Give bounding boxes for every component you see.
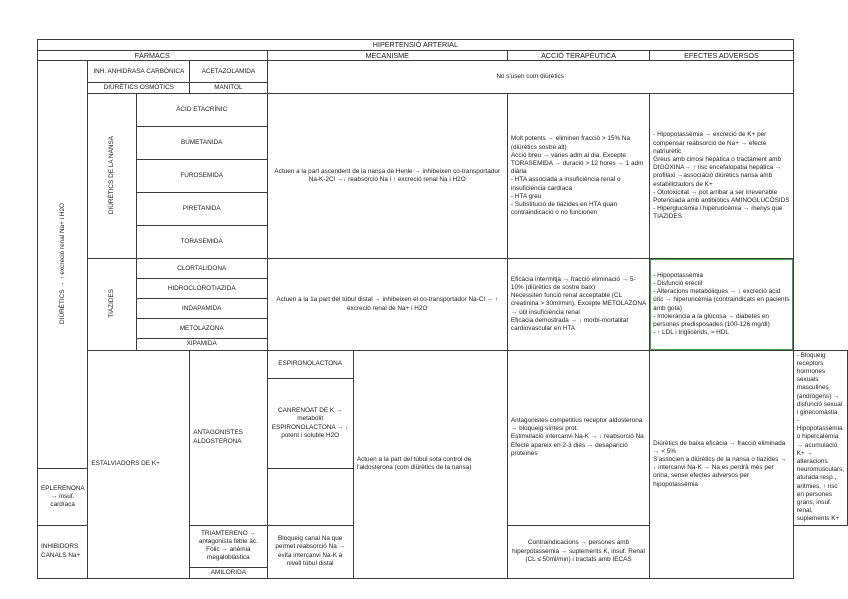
drug-acid-etacrinic: ÀCID ETACRÍNIC	[136, 94, 267, 127]
header-mecanisme: MECANISME	[267, 51, 507, 61]
antagonistes-aldosterona-label: ANTAGONISTES ALDOSTERONA	[190, 350, 267, 525]
drug-metolazona: METOLAZONA	[136, 319, 267, 339]
nansa-mecanisme: Actuen a la part ascendent de la nansa de Henle → inhibeixen co-transportador Na-K-2Cl →↓ reabsorció Na i ↑ excreció renal Na i H2O	[267, 94, 507, 259]
no-diuretics-note: No s'usen com diürètics	[267, 61, 793, 94]
estalviadors-mecanisme-general: Actuen a la part del túbul sota control de l'aldosterona (com diürètics de la nansa)	[353, 350, 507, 578]
nansa-efectes: - Hipopotassèmia → excreció de K+ per compensar reabsorció de Na+ → efecte natriurètic Greus amb cirrosi hepàtica o tractament amb DIGOXINA→ ↑ risc encefalopatia hepàtica → profilaxi →associació diürètics nansa amb estabilitzadors de K+ - Ototoxicitat → pot arribar a ser irreversible Potenciada amb antibiòtics AMINOGLUCÒSIDS - Hiperglucèmia i hiperuricèmia → menys que TIAZIDES	[650, 94, 794, 259]
category-osmotics: DIÜRÈTICS OSMÒTICS	[88, 83, 190, 94]
drug-hidroclorotiazida: HIDROCLOROTIAZIDA	[136, 279, 267, 299]
inhibidors-mecanisme: Bloqueig canal Na que permet reabsorció Na → evita intercanvi Na-K a nivell túbul distal	[267, 525, 353, 578]
drug-manitol: MANITOL	[190, 83, 267, 94]
drug-bumetanida: BUMETANIDA	[136, 127, 267, 160]
drug-clortalidona: CLORTALIDONA	[136, 259, 267, 279]
drug-furosemida: FUROSEMIDA	[136, 160, 267, 193]
drug-amilorida: AMILORIDA	[190, 567, 267, 578]
category-estalviadors: ESTALVIADORS DE K+	[88, 350, 190, 578]
category-nansa: DIÜRÈTICS DE LA NANSA	[88, 94, 137, 259]
tiazides-accio: Eficàcia intermitja → fracció eliminació → 5-10% (diürètics de sostre baix) Necessiten funció renal acceptable (CL creatinina > 30ml/min). Excepte METOLAZONA → útil insuficiència renal Eficàcia demostrada → ↓ morbi-mortalitat cardiovascular en HTA	[507, 259, 649, 350]
hypertension-table	[37, 39, 848, 579]
diuretics-group-label: DIÜRÈTICS → ↑ excreció renal Na+ i H2O	[38, 61, 88, 469]
header-efectes: EFECTES ADVERSOS	[650, 51, 794, 61]
antagonistes-mecanisme: Antagonistes competitius receptor aldosterona → bloqueig síntesi prot. Estimulació intercanvi Na-K → ↓ reabsorció Na Efecte apareix en 2-3 dies → desaparició proteïnes	[507, 350, 649, 525]
drug-triamtereno: TRIAMTERENO → antagonista feble àc. Fòlic → anèmia megaloblàstica	[190, 525, 267, 567]
nansa-accio: Molt potents → eliminen fracció > 15% Na (diürètics sostre alt) Acció breu → varies adm al dia. Excepte TORASEMIDA → duració > 12 hores → 1 adm diària - HTA associada a insuficiència renal o insuficiència cardíaca - HTA greu - Substitució de tiazides en HTA quan contraindicació o no funcionen	[507, 94, 649, 259]
header-farmacs: FÀRMACS	[38, 51, 268, 61]
drug-piretanida: PIRETANIDA	[136, 193, 267, 226]
drug-espironolactona: ESPIRONOLACTONA	[267, 350, 353, 379]
estalviadors-accio: Diürètics de baixa eficàcia → fracció eliminada → < 5% S'associen a diürètics de la nansa o tiazides → ↓ intercanvi Na-K → Na es perdrà més per orina, sense efectes adversos per hipopotassèmia	[650, 350, 794, 578]
table-title: HIPERTENSIÓ ARTERIAL	[38, 40, 794, 51]
inhibidors-canals-label: INHIBIDORS CANALS Na+	[38, 525, 88, 578]
drug-eplerenona: EPLERENONA → insuf. cardíaca	[38, 469, 88, 525]
drug-indapamida: INDAPAMIDA	[136, 299, 267, 319]
tiazides-efectes: - Hipopotassèmia - Disfunció erèctil - Alteracions metabòliques → ↓ excreció àcid úric → hiperuricèmia (contraindicats en pacients amb gota) - Intolerància a la glucosa → diabetes en persones predisposades (100-126 mg/dl) - ↑ LDL i triglicèrids, ≈ HDL	[650, 259, 794, 350]
tiazides-mecanisme: Actuen a la 1a part del túbul distal → inhibeixen el co-transportador Na-Cl → ↑ excreció renal de Na+ i H2O	[267, 259, 507, 350]
drug-xipamida: XIPAMIDA	[136, 339, 267, 350]
drug-torasemida: TORASEMIDA	[136, 226, 267, 259]
category-tiazides: TIAZIDES	[88, 259, 137, 350]
category-anhidrasa: INH. ANHIDRASA CARBÒNICA	[88, 61, 190, 83]
estalviadors-efectes: - Bloqueig receptors hormones sexuals masculines (andrògens) → disfunció sexual i ginecomàstia - Hipopotassèmia o hipercalèmia → acumulació K+ → alteracions neuromusculars, aturada resp., aritmies. ↑ risc en persones grans, insuf. renal, suplements K+	[793, 350, 847, 525]
drug-acetazolamida: ACETAZOLAMIDA	[190, 61, 267, 83]
contraindicacions: Contraindicacions → persones amb hiperpotassèmia → suplements K, insuf. Renal (CL ≤ 50ml/min) i tractats amb IECAS	[507, 525, 649, 578]
drug-canrenoat: CANRENOAT DE K → metabòlit ESPIRONOLACTONA → ↓ potent i soluble H2O	[267, 379, 353, 469]
header-accio: ACCIÓ TERAPÈUTICA	[507, 51, 649, 61]
